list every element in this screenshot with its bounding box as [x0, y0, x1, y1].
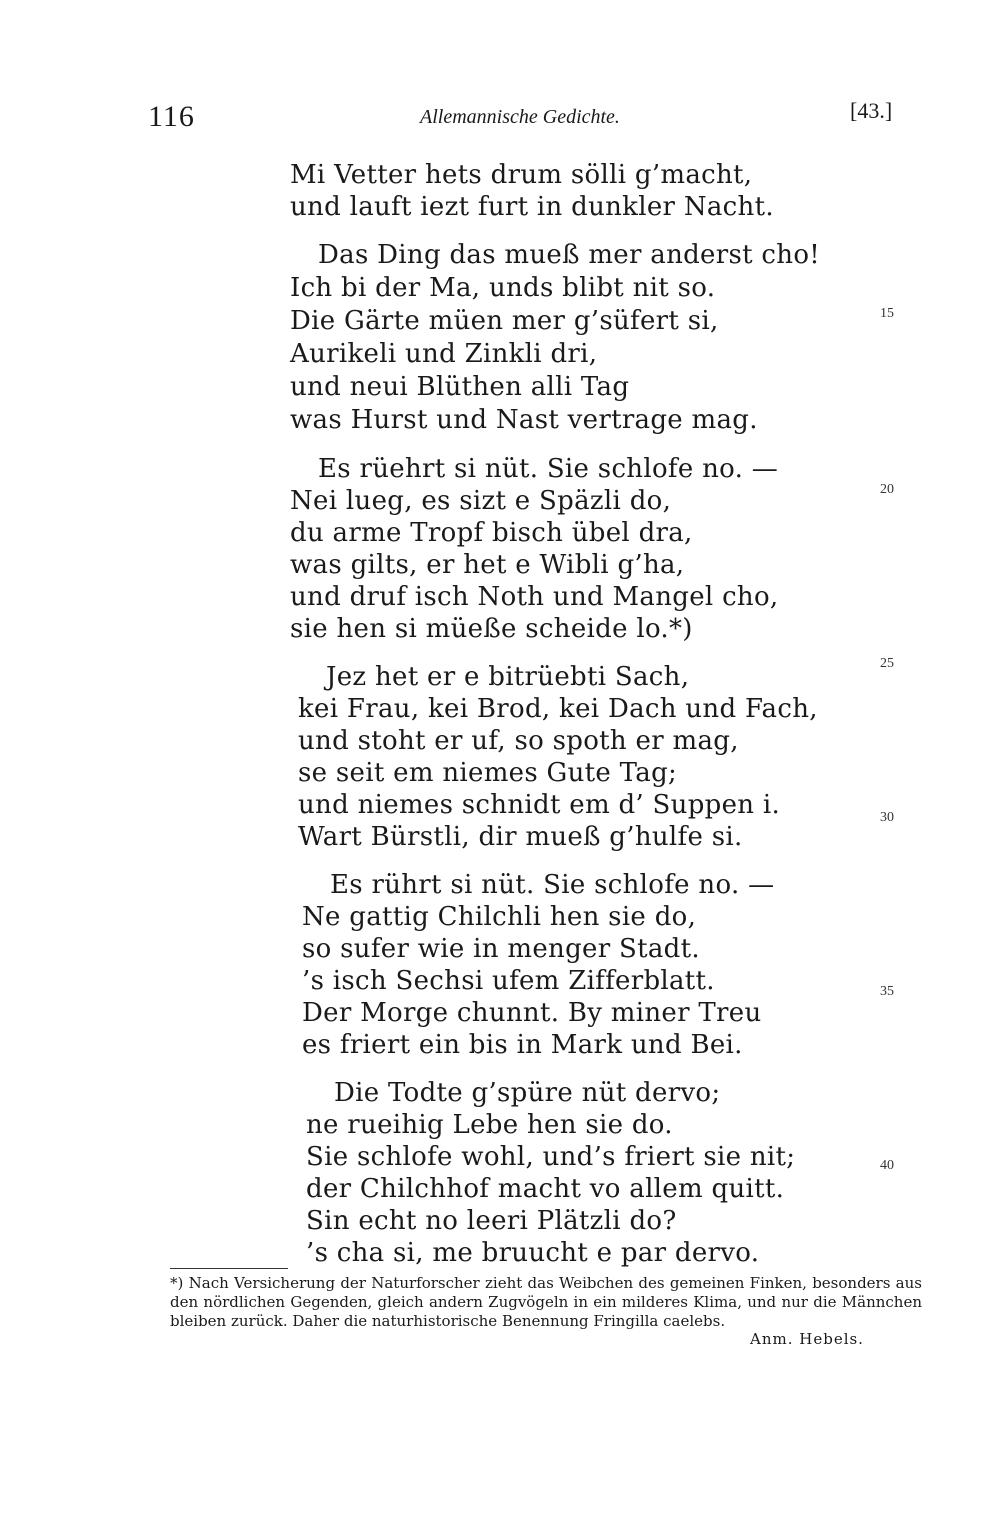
verse-line: ’s isch Sechsi ufem Zifferblatt. [302, 966, 715, 996]
line-number: 35 [880, 984, 894, 999]
verse-line: Die Gärte müen mer g’süfert si, [290, 306, 719, 336]
line-number: 15 [880, 306, 894, 321]
verse-line: Sin echt no leeri Plätzli do? [306, 1206, 677, 1236]
verse-line: es friert ein bis in Mark und Bei. [302, 1030, 743, 1060]
sheet-mark: [43.] [850, 98, 893, 123]
verse-line: Wart Bürstli, dir mueß g’hulfe si. [298, 822, 743, 852]
verse-line: Sie schlofe wohl, und’s friert sie nit; [306, 1142, 796, 1172]
verse-line: und niemes schnidt em d’ Suppen i. [298, 790, 781, 820]
page-header [0, 98, 1000, 138]
verse-line: Es rührt si nüt. Sie schlofe no. — [330, 870, 775, 900]
verse-line: du arme Tropf bisch übel dra, [290, 518, 693, 548]
verse-line: Ich bi der Ma, unds blibt nit so. [290, 273, 716, 303]
verse-line: Das Ding das mueß mer anderst cho! [318, 240, 821, 270]
verse-line: sie hen si müeße scheide lo.*) [290, 614, 693, 644]
verse-line: so sufer wie in menger Stadt. [302, 934, 700, 964]
verse-line: Jez het er e bitrüebti Sach, [326, 662, 690, 692]
verse-line: was gilts, er het e Wibli g’ha, [290, 550, 685, 580]
verse-line: Es rüehrt si nüt. Sie schlofe no. — [318, 454, 779, 484]
verse-line: der Chilchhof macht vo allem quitt. [306, 1174, 785, 1204]
running-title: Allemannische Gedichte. [420, 106, 620, 128]
footnote-author: Anm. Hebels. [750, 1330, 864, 1348]
verse-line: und druf isch Noth und Mangel cho, [290, 582, 779, 612]
verse-line: ne rueihig Lebe hen sie do. [306, 1110, 673, 1140]
line-number: 25 [880, 656, 894, 671]
verse-line: se seit em niemes Gute Tag; [298, 758, 678, 788]
verse-line: Ne gattig Chilchli hen sie do, [302, 902, 697, 932]
verse-line: was Hurst und Nast vertrage mag. [290, 405, 758, 435]
line-number: 20 [880, 482, 894, 497]
verse-line: Nei lueg, es sizt e Späzli do, [290, 486, 672, 516]
verse-line: Aurikeli und Zinkli dri, [290, 339, 598, 369]
verse-line: ’s cha si, me bruucht e par dervo. [306, 1238, 760, 1268]
verse-line: Der Morge chunnt. By miner Treu [302, 998, 762, 1028]
verse-line: und neui Blüthen alli Tag [290, 372, 630, 402]
footnote-rule [170, 1268, 288, 1269]
verse-line: kei Frau, kei Brod, kei Dach und Fach, [298, 694, 818, 724]
footnote: *) Nach Versicherung der Naturforscher zieht das Weibchen des gemeinen Finken, besonders aus den nördlichen Gegenden, gleich andern Zugvögeln in ein milderes Klima, und nur die Männchen bleiben zurück. Daher die naturhistorische Benennung Fringilla caelebs. [170, 1274, 922, 1330]
line-number: 30 [880, 810, 894, 825]
verse-line: und lauft iezt furt in dunkler Nacht. [290, 192, 774, 222]
verse-line: Die Todte g’spüre nüt dervo; [334, 1078, 721, 1108]
page-number: 116 [148, 100, 195, 133]
verse-line: Mi Vetter hets drum sölli g’macht, [290, 160, 753, 190]
line-number: 40 [880, 1158, 894, 1173]
verse-line: und stoht er uf, so spoth er mag, [298, 726, 739, 756]
